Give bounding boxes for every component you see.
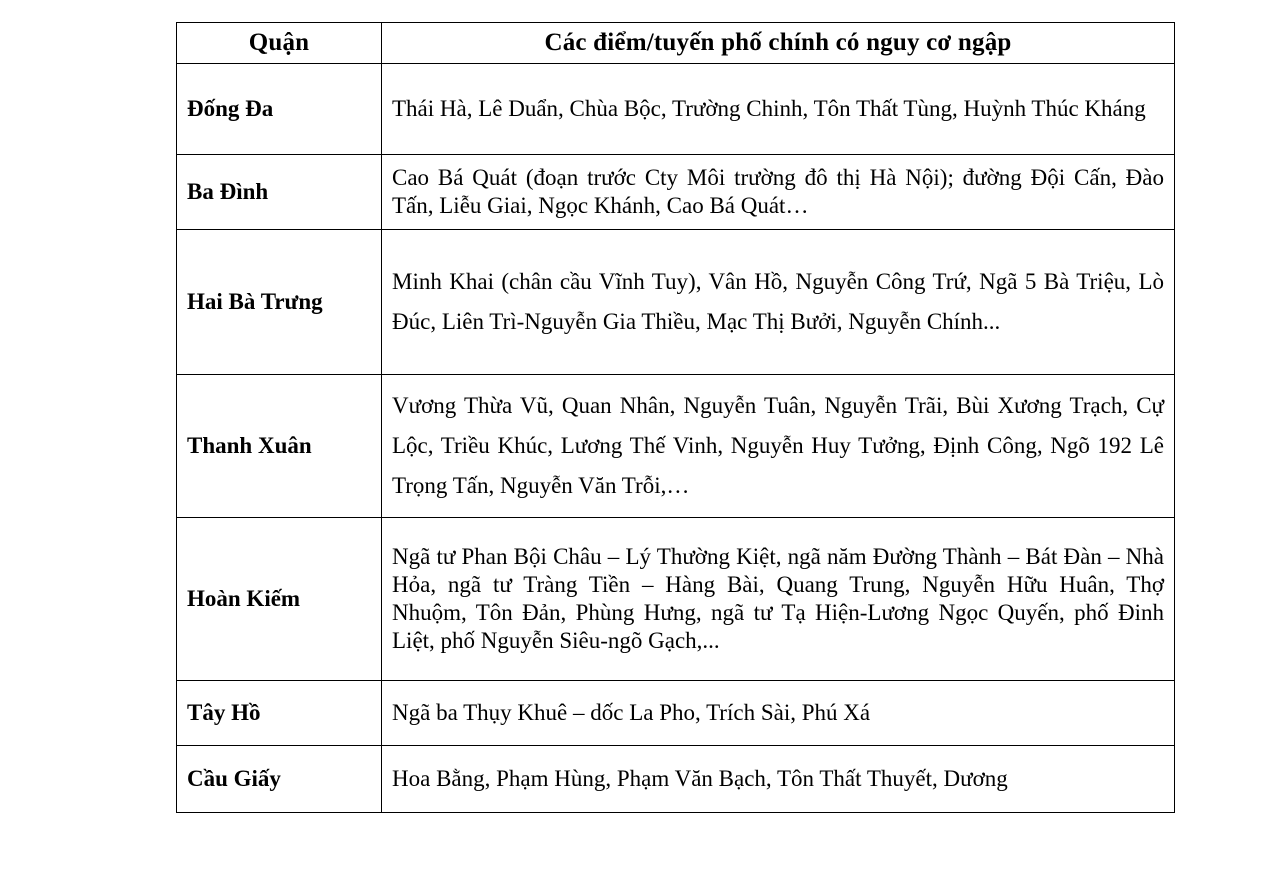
- district-streets: Minh Khai (chân cầu Vĩnh Tuy), Vân Hồ, Nguyễn Công Trứ, Ngã 5 Bà Triệu, Lò Đúc, Liên Trì-Nguyễn Gia Thiều, Mạc Thị Bưởi, Nguyễn Chính...: [382, 230, 1175, 375]
- district-streets: Cao Bá Quát (đoạn trước Cty Môi trường đô thị Hà Nội); đường Đội Cấn, Đào Tấn, Liễu Giai, Ngọc Khánh, Cao Bá Quát…: [382, 155, 1175, 230]
- district-name: Hai Bà Trưng: [177, 230, 382, 375]
- district-name: Thanh Xuân: [177, 375, 382, 518]
- district-name: Hoàn Kiếm: [177, 518, 382, 681]
- district-streets: Vương Thừa Vũ, Quan Nhân, Nguyễn Tuân, Nguyễn Trãi, Bùi Xương Trạch, Cự Lộc, Triều Khúc, Lương Thế Vinh, Nguyễn Huy Tưởng, Định Công, Ngõ 192 Lê Trọng Tấn, Nguyễn Văn Trỗi,…: [382, 375, 1175, 518]
- table-row: [177, 230, 1175, 375]
- district-name: Tây Hồ: [177, 681, 382, 746]
- district-streets: Ngã tư Phan Bội Châu – Lý Thường Kiệt, ngã năm Đường Thành – Bát Đàn – Nhà Hỏa, ngã tư Tràng Tiền – Hàng Bài, Quang Trung, Nguyễn Hữu Huân, Thợ Nhuộm, Tôn Đản, Phùng Hưng, ngã tư Tạ Hiện-Lương Ngọc Quyến, phố Đinh Liệt, phố Nguyễn Siêu-ngõ Gạch,...: [382, 518, 1175, 681]
- district-streets: Thái Hà, Lê Duẩn, Chùa Bộc, Trường Chinh, Tôn Thất Tùng, Huỳnh Thúc Kháng: [382, 64, 1175, 155]
- table-row: [177, 746, 1175, 813]
- district-streets: Ngã ba Thụy Khuê – dốc La Pho, Trích Sài, Phú Xá: [382, 681, 1175, 746]
- table-row: [177, 681, 1175, 746]
- district-name: Đống Đa: [177, 64, 382, 155]
- table-body: [177, 64, 1175, 813]
- table-header: [177, 23, 1175, 64]
- district-name: Ba Đình: [177, 155, 382, 230]
- column-header-streets: Các điểm/tuyến phố chính có nguy cơ ngập: [382, 23, 1175, 64]
- district-name: Cầu Giấy: [177, 746, 382, 813]
- column-header-district: Quận: [177, 23, 382, 64]
- flood-risk-table-container: [176, 22, 1174, 813]
- table-row: [177, 518, 1175, 681]
- table-row: [177, 64, 1175, 155]
- table-row: [177, 155, 1175, 230]
- flood-risk-table: [176, 22, 1175, 813]
- table-row: [177, 375, 1175, 518]
- table-header-row: [177, 23, 1175, 64]
- district-streets: Hoa Bằng, Phạm Hùng, Phạm Văn Bạch, Tôn Thất Thuyết, Dương: [382, 746, 1175, 813]
